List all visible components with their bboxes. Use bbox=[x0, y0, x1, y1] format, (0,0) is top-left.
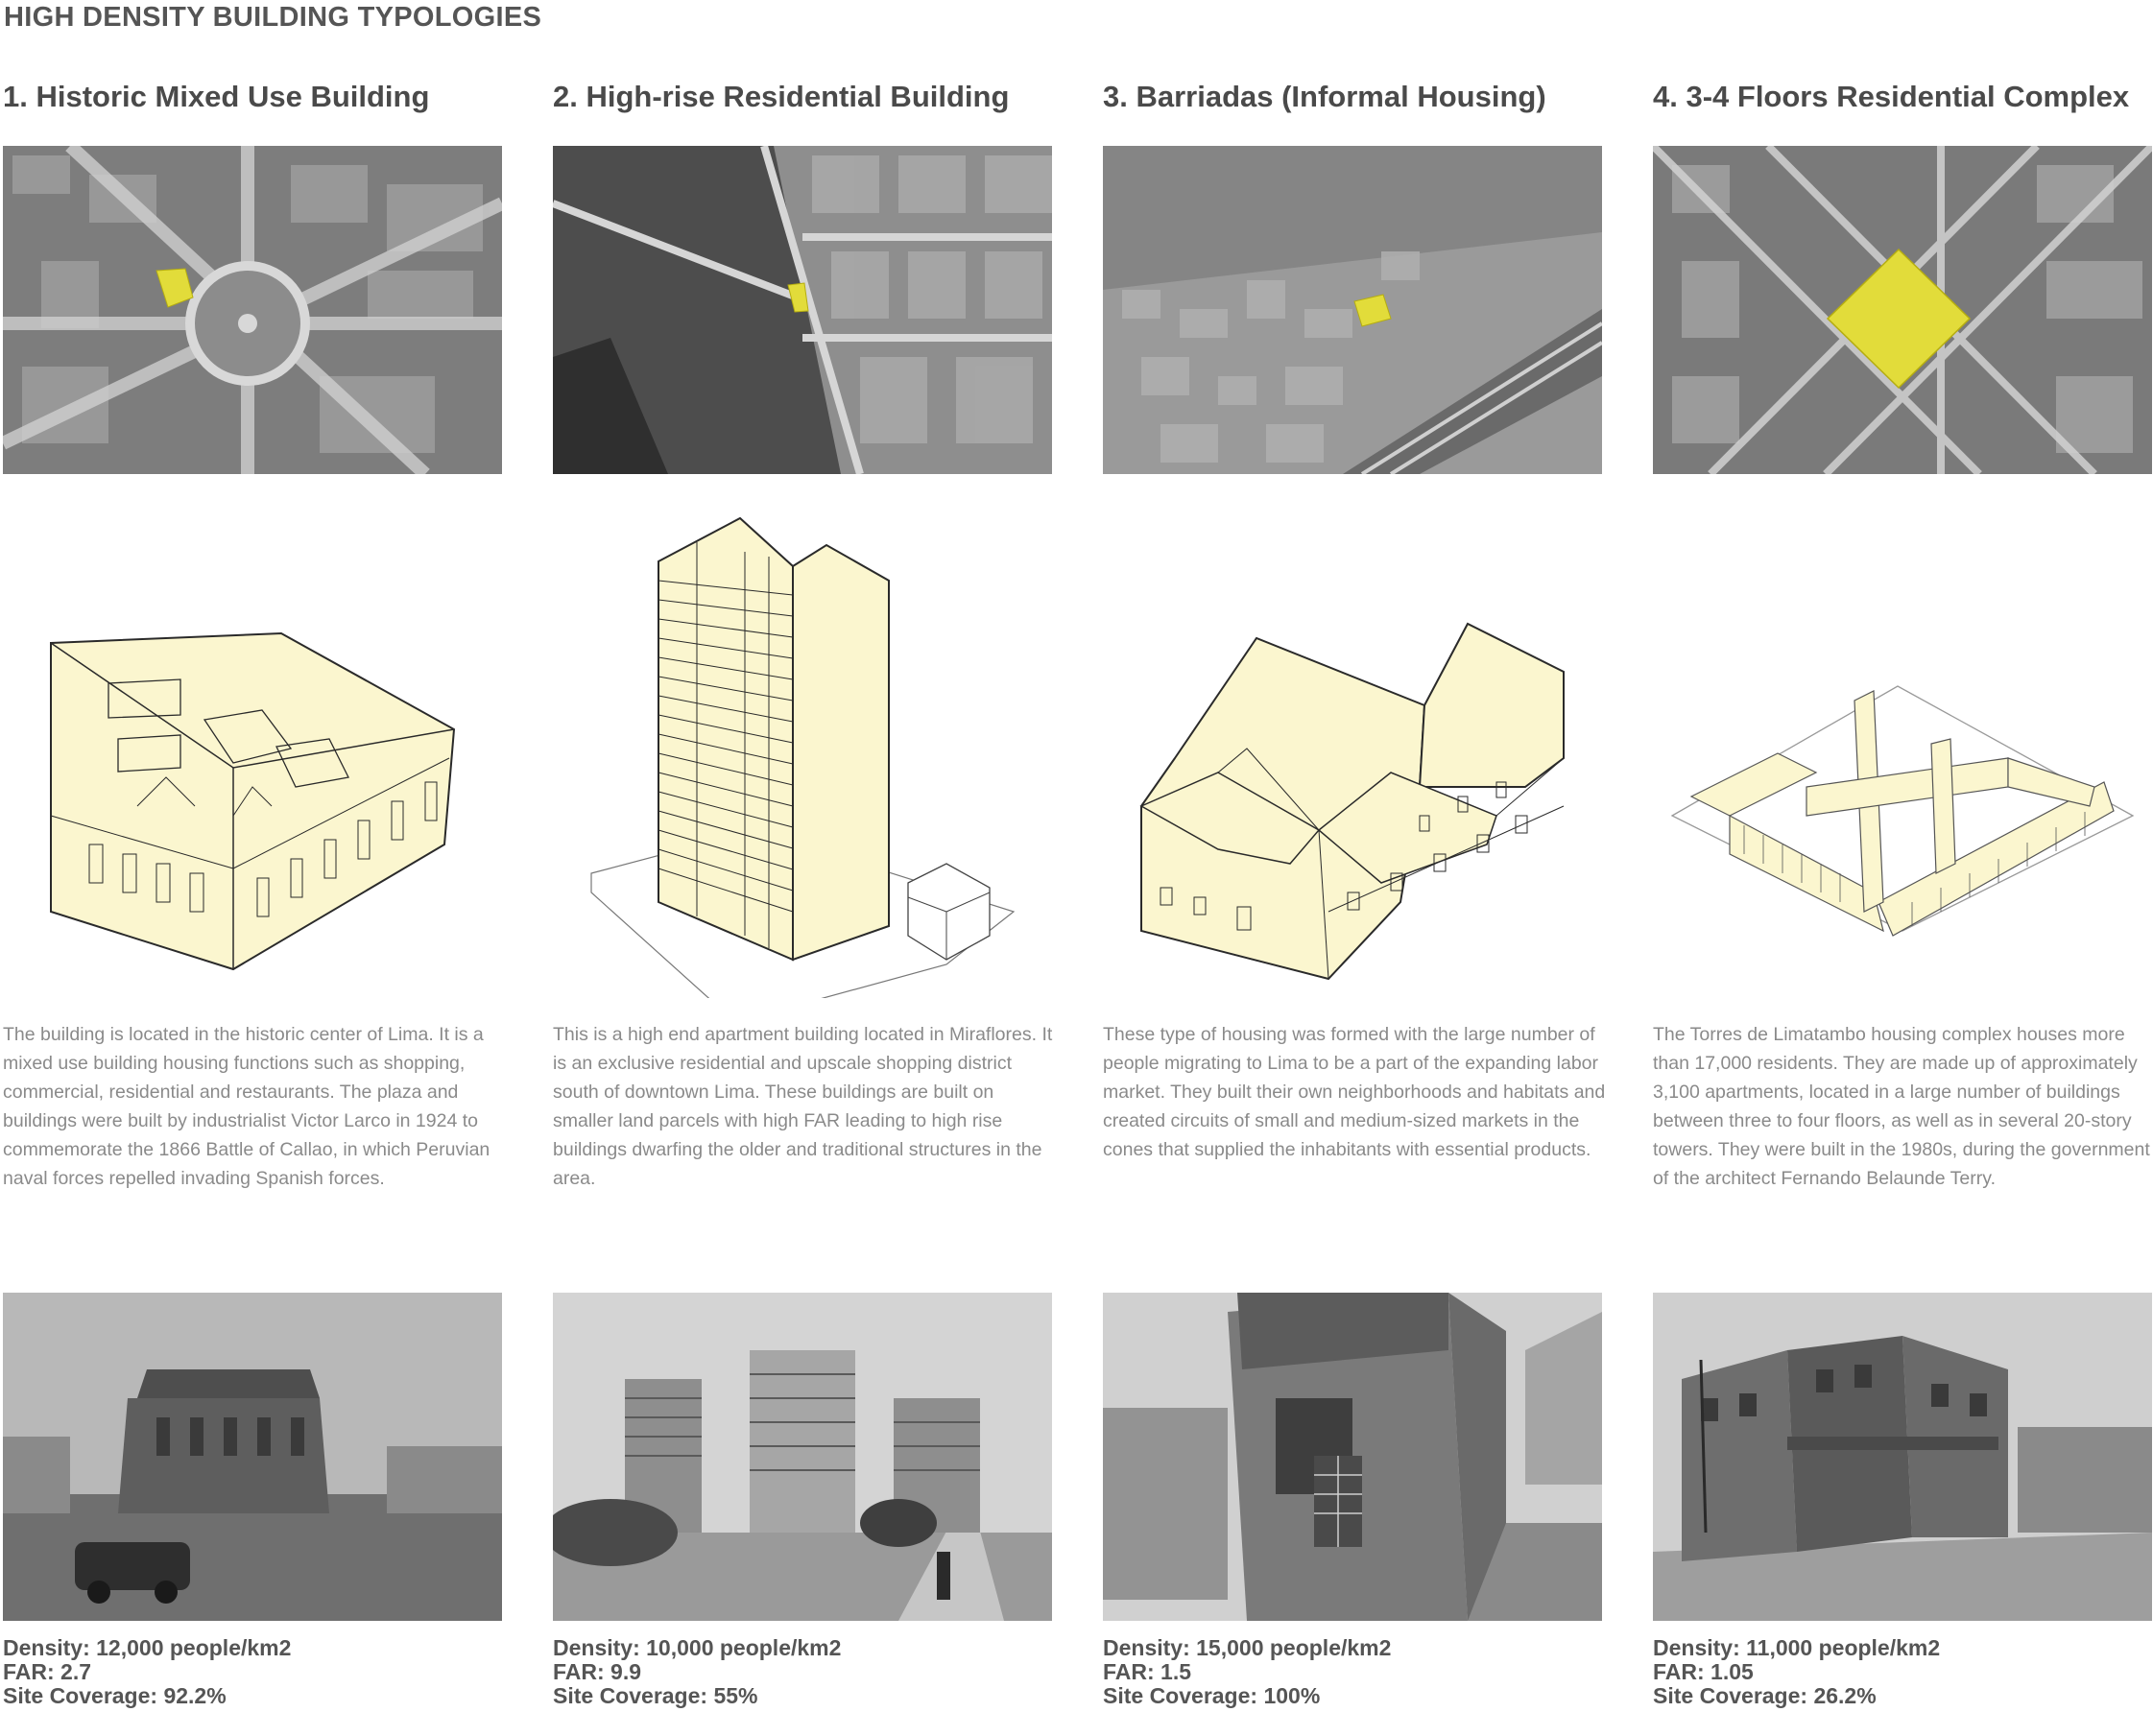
far-value: FAR: 1.5 bbox=[1103, 1659, 1192, 1684]
far-value: FAR: 1.05 bbox=[1653, 1659, 1754, 1684]
typology-title: 4. 3-4 Floors Residential Complex bbox=[1653, 80, 2130, 113]
street-photo bbox=[1653, 1293, 2152, 1621]
axonometric-drawing bbox=[1103, 499, 1602, 998]
axonometric-drawing bbox=[553, 499, 1052, 998]
typology-description: These type of housing was formed with the large number of people migrating to Lima to be a part of the expanding labor market. They built their own neighborhoods and habitats and created circuits of small and medium-sized markets in the cones that supplied the inhabitants with essential products. bbox=[1103, 1024, 1606, 1160]
typology-title: 2. High-rise Residential Building bbox=[553, 80, 1010, 113]
street-photo bbox=[553, 1293, 1052, 1621]
site-coverage-value: Site Coverage: 100% bbox=[1103, 1683, 1321, 1708]
typology-description: The Torres de Limatambo housing complex houses more than 17,000 residents. They are made up of approximately 3,100 apartments, located in a large number of buildings between three to four floors, as well as in several 20-story towers. They were built in the 1980s, during the government of the architect Fernando Belaunde Terry. bbox=[1653, 1024, 2150, 1189]
aerial-map-image bbox=[1653, 146, 2152, 474]
density-value: Density: 12,000 people/km2 bbox=[3, 1635, 292, 1660]
street-photo bbox=[1103, 1293, 1602, 1621]
typology-stats bbox=[553, 1636, 841, 1708]
density-value: Density: 11,000 people/km2 bbox=[1653, 1635, 1941, 1660]
typology-stats bbox=[3, 1636, 291, 1708]
site-coverage-value: Site Coverage: 55% bbox=[553, 1683, 758, 1708]
typology-title: 3. Barriadas (Informal Housing) bbox=[1103, 80, 1546, 113]
aerial-map-image bbox=[3, 146, 502, 474]
typology-description: The building is located in the historic center of Lima. It is a mixed use building housing functions such as shopping, commercial, residential and restaurants. The plaza and buildings were built by industrialist Victor Larco in 1924 to commemorate the 1866 Battle of Callao, in which Peruvian naval forces repelled invading Spanish forces. bbox=[3, 1024, 490, 1189]
typology-stats bbox=[1103, 1636, 1391, 1708]
typology-column-2 bbox=[553, 0, 1052, 1736]
typology-title: 1. Historic Mixed Use Building bbox=[3, 80, 430, 113]
typology-column-4 bbox=[1653, 0, 2152, 1736]
aerial-map-image bbox=[553, 146, 1052, 474]
page-title: HIGH DENSITY BUILDING TYPOLOGIES bbox=[4, 2, 542, 33]
density-value: Density: 15,000 people/km2 bbox=[1103, 1635, 1392, 1660]
aerial-map-image bbox=[1103, 146, 1602, 474]
axonometric-drawing bbox=[1653, 499, 2152, 998]
far-value: FAR: 9.9 bbox=[553, 1659, 642, 1684]
typology-column-1 bbox=[3, 0, 502, 1736]
typology-column-3 bbox=[1103, 0, 1606, 1736]
typology-stats bbox=[1653, 1636, 1940, 1708]
site-coverage-value: Site Coverage: 26.2% bbox=[1653, 1683, 1877, 1708]
typology-description: This is a high end apartment building located in Miraflores. It is an exclusive residential and upscale shopping district south of downtown Lima. These buildings are built on smaller land parcels with high FAR leading to high rise buildings dwarfing the older and traditional structures in the area. bbox=[553, 1024, 1053, 1189]
far-value: FAR: 2.7 bbox=[3, 1659, 92, 1684]
site-coverage-value: Site Coverage: 92.2% bbox=[3, 1683, 227, 1708]
density-value: Density: 10,000 people/km2 bbox=[553, 1635, 842, 1660]
street-photo bbox=[3, 1293, 502, 1621]
axonometric-drawing bbox=[3, 499, 502, 998]
